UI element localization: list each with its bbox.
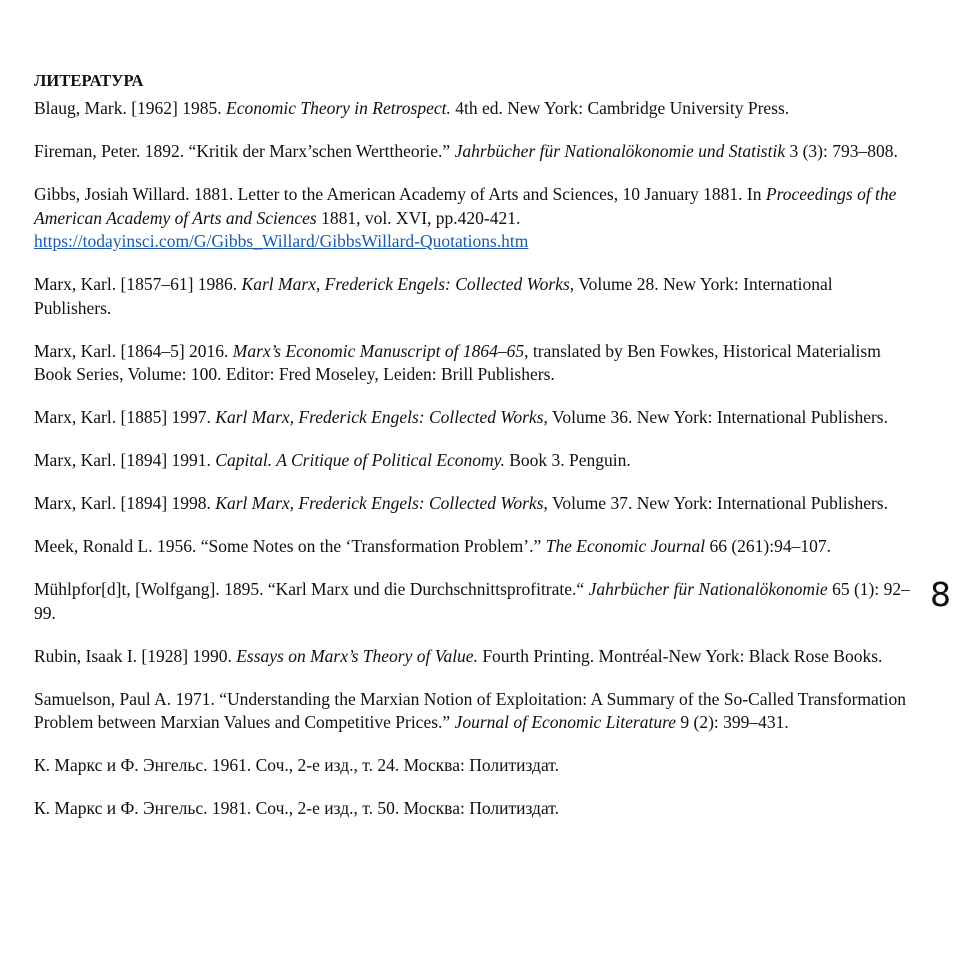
reference-text: Samuelson, Paul A. 1971. “Understanding the Marxian Notion of Exploitation: A Summary of the So-Called Transformation Problem between Marxian Values and Competitive Prices.” — [34, 688, 907, 732]
document-page — [34, 70, 914, 840]
reference-text: Mühlpfor[d]t, [Wolfgang]. 1895. “Karl Marx und die Durchschnittsprofitrate.“ — [34, 579, 589, 599]
reference-details: 65 (1): 92–99. — [34, 579, 910, 623]
reference-details: Book 3. Penguin. — [504, 450, 631, 470]
reference-entry — [34, 535, 914, 559]
reference-entry — [34, 645, 914, 669]
reference-entry — [34, 140, 914, 164]
reference-details: , Volume 28. New York: International Publishers. — [34, 274, 833, 318]
reference-link[interactable]: https://todayinsci.com/G/Gibbs_Willard/GibbsWillard-Quotations.htm — [34, 231, 529, 251]
reference-entry — [34, 797, 914, 821]
reference-details: 4th ed. New York: Cambridge University Press. — [450, 98, 790, 118]
reference-entry — [34, 688, 914, 735]
reference-title: The Economic Journal — [545, 536, 706, 556]
reference-entry — [34, 273, 914, 320]
reference-title: Economic Theory in Retrospect. — [226, 98, 451, 118]
reference-title: Journal of Economic Literature — [454, 712, 677, 732]
reference-text: Rubin, Isaak I. [1928] 1990. — [34, 645, 237, 666]
reference-title: Proceedings of the American Academy of Arts and Sciences — [34, 184, 897, 228]
reference-title: Marx’s Economic Manuscript of 1864–65 — [232, 340, 525, 361]
reference-title: Jahrbücher für Nationalökonomie — [588, 579, 828, 599]
reference-title: Karl Marx, Frederick Engels: Collected Works — [215, 493, 544, 513]
reference-text: Blaug, Mark. [1962] 1985. — [34, 98, 226, 118]
reference-entry — [34, 183, 914, 254]
reference-title: Essays on Marx’s Theory of Value. — [236, 645, 478, 666]
reference-details: Fourth Printing. Montréal-New York: Black Rose Books. — [477, 645, 883, 666]
reference-title: Karl Marx, Frederick Engels: Collected Works — [215, 407, 544, 427]
reference-text: Meek, Ronald L. 1956. “Some Notes on the ‘Transformation Problem’.” — [34, 536, 546, 556]
reference-entry — [34, 340, 914, 387]
reference-entry — [34, 754, 914, 778]
reference-details: 66 (261):94–107. — [705, 536, 831, 556]
reference-entry — [34, 449, 914, 473]
reference-text: Marx, Karl. [1864–5] 2016. — [34, 340, 233, 361]
reference-entry — [34, 578, 914, 625]
reference-text: К. Маркс и Ф. Энгельс. 1961. Соч., 2-е изд., т. 24. Москва: Политиздат. — [34, 755, 559, 775]
reference-details: 3 (3): 793–808. — [785, 141, 898, 161]
reference-list — [34, 97, 914, 821]
reference-entry — [34, 492, 914, 516]
reference-entry — [34, 406, 914, 430]
reference-details: , Volume 36. New York: International Publishers. — [543, 407, 888, 427]
reference-title: Karl Marx, Frederick Engels: Collected Works — [241, 274, 570, 294]
reference-text: Fireman, Peter. 1892. “Kritik der Marx’schen Werttheorie.” — [34, 141, 455, 161]
reference-details: , translated by Ben Fowkes, Historical Materialism Book Series, Volume: 100. Editor: Fred Moseley, Leiden: Brill Publishers. — [34, 340, 881, 384]
reference-text: К. Маркс и Ф. Энгельс. 1981. Соч., 2-е изд., т. 50. Москва: Политиздат. — [34, 798, 559, 818]
reference-text: Marx, Karl. [1894] 1998. — [34, 493, 216, 513]
page-heading: ЛИТЕРАТУРА — [34, 71, 144, 90]
reference-entry — [34, 97, 914, 121]
reference-text: Marx, Karl. [1894] 1991. — [34, 450, 216, 470]
reference-details: 9 (2): 399–431. — [676, 712, 789, 732]
reference-text: Marx, Karl. [1857–61] 1986. — [34, 274, 242, 294]
reference-text: Marx, Karl. [1885] 1997. — [34, 407, 216, 427]
page-number: 8 — [930, 575, 951, 614]
reference-title: Jahrbücher für Nationalökonomie und Statistik — [454, 141, 786, 161]
reference-title: Capital. A Critique of Political Economy. — [215, 450, 505, 470]
reference-details: , Volume 37. New York: International Publishers. — [543, 493, 888, 513]
reference-details: 1881, vol. XVI, pp.420-421. — [316, 207, 521, 228]
reference-text: Gibbs, Josiah Willard. 1881. Letter to the American Academy of Arts and Sciences, 10 January 1881. In — [34, 184, 766, 204]
